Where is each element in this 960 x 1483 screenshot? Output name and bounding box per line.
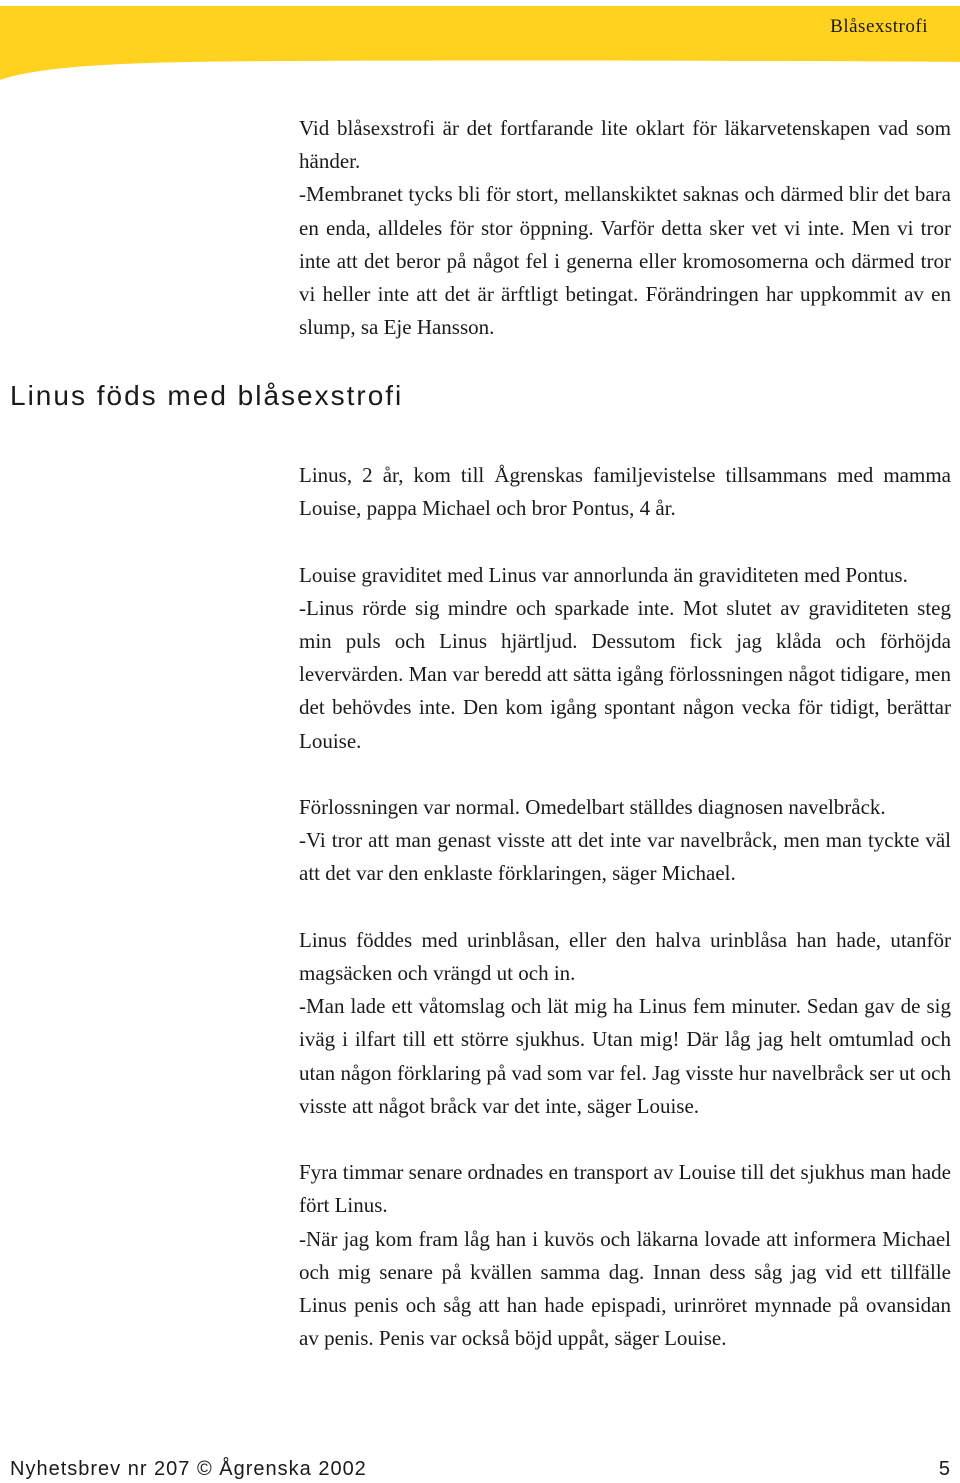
- paragraph: -När jag kom fram låg han i kuvös och läkarna lovade att informera Michael och mig senare på kvällen samma dag. Innan dess såg jag vid ett tillfälle Linus penis och såg att han hade epispadi, urinröret mynnade på ovansidan av penis. Penis var också böjd uppåt, säger Louise.: [299, 1226, 951, 1351]
- page-number: 5: [938, 1458, 950, 1480]
- paragraph: -Vi tror att man genast visste att det inte var navelbråck, men man tyckte väl att det var den enklaste förklaringen, säger Michael.: [299, 828, 951, 886]
- intro-text: [299, 112, 951, 344]
- paragraph: -Membranet tycks bli för stort, mellanskiktet saknas och därmed blir det bara en enda, alldeles för stor öppning. Varför detta sker vet vi inte. Men vi tror inte att det beror på något fel i generna eller kromosomerna och därmed tror vi heller inte att det är ärftligt betingat. Förändringen har uppkommit av en slump, sa Eje Hansson.: [299, 182, 951, 340]
- paragraph: -Linus rörde sig mindre och sparkade inte. Mot slutet av graviditeten steg min puls och Linus hjärtljud. Dessutom fick jag klåda och förhöjda levervärden. Man var beredd att sätta igång förlossningen något tidigare, men det behövdes inte. Den kom igång spontant någon vecka för tidigt, berättar Louise.: [299, 595, 951, 753]
- paragraph: Linus föddes med urinblåsan, eller den halva urinblåsa han hade, utanför magsäcken och vrängd ut och in.: [299, 927, 951, 985]
- paragraph: Linus, 2 år, kom till Ågrenskas familjevistelse tillsammans med mamma Louise, pappa Michael och bror Pontus, 4 år.: [299, 463, 951, 521]
- paragraph: -Man lade ett våtomslag och lät mig ha Linus fem minuter. Sedan gav de sig iväg i ilfart till ett större sjukhus. Utan mig! Där låg jag helt omtumlad och utan någon förklaring på vad som var fel. Jag visste hur navelbråck ser ut och visste att något bråck var det inte, säger Louise.: [299, 994, 951, 1118]
- paragraph: Förlossningen var normal. Omedelbart ställdes diagnosen navelbråck.: [299, 795, 886, 819]
- running-header-title: Blåsexstrofi: [830, 16, 928, 37]
- section-heading: Linus föds med blåsexstrofi: [10, 380, 404, 411]
- paragraph: Louise graviditet med Linus var annorlunda än graviditeten med Pontus.: [299, 562, 908, 587]
- header-banner: [0, 0, 960, 90]
- footer-publication: Nyhetsbrev nr 207 © Ågrenska 2002: [10, 1458, 367, 1480]
- banner-shape: [0, 6, 960, 80]
- section-body: [299, 459, 951, 1355]
- paragraph: Vid blåsexstrofi är det fortfarande lite oklart för läkarvetenskapen vad som händer.: [299, 116, 951, 174]
- paragraph: Fyra timmar senare ordnades en transport av Louise till det sjukhus man hade fört Linus.: [299, 1160, 951, 1218]
